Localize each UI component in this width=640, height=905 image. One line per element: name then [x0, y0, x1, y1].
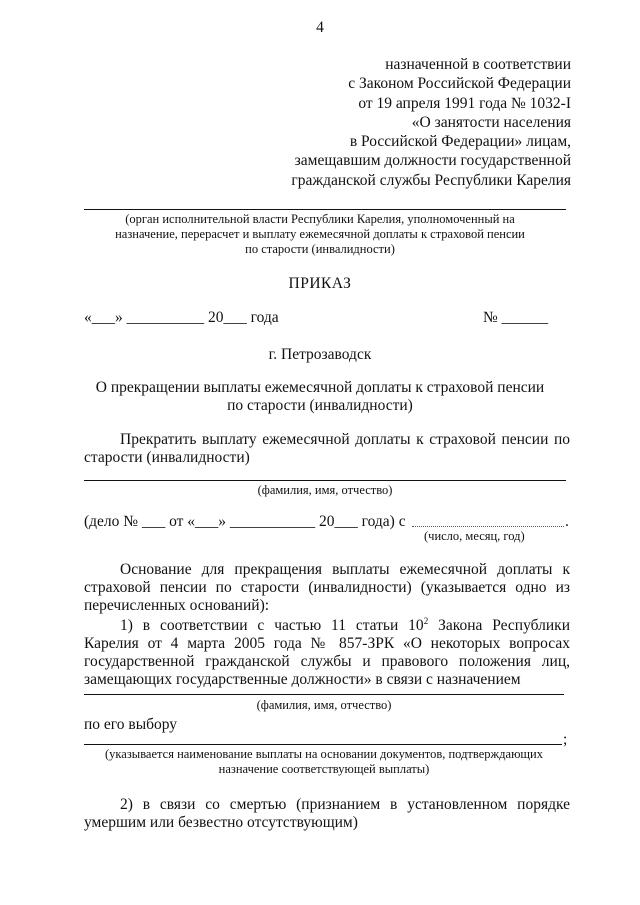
order-text: Прекратить выплату ежемесячной доплаты к страховой пенсии по старости (инвалидности) [84, 431, 570, 466]
number-line: № ______ [483, 309, 549, 326]
header-line: замещавшим должности государственной [294, 152, 571, 170]
order-subject: О прекращении выплаты ежемесячной доплаты к страховой пенсии по старости (инвалидности) [95, 379, 545, 414]
payment-caption: (указывается наименование выплаты на основании документов, подтверждающих назначение соответствующей выплаты) [105, 747, 543, 776]
fio-caption: (фамилия, имя, отчество) [257, 483, 393, 497]
by-choice-text: по его выбору [84, 716, 178, 733]
basis-text: Основание для прекращения выплаты ежемесячной доплаты к страховой пенсии по старости (инвалидности) (указывается одно из перечисленных оснований): [84, 561, 570, 614]
date-underline [412, 526, 564, 527]
authority-caption: (орган исполнительной власти Республики Карелия, уполномоченный на назначение, перерасчет и выплату ежемесячной доплаты к страховой пенсии по старости (инвалидности) [115, 212, 525, 256]
city: г. Петрозаводск [268, 346, 372, 363]
document-title: ПРИКАЗ [288, 275, 352, 292]
semicolon: ; [563, 731, 568, 748]
header-line: от 19 апреля 1991 года № 1032-I [358, 94, 571, 112]
basis-item-2: 2) в связи со смертью (признанием в установленном порядке умершим или безвестно отсутствующим) [84, 796, 570, 831]
date-caption: (число, месяц, год) [424, 529, 525, 543]
page-number: 4 [316, 19, 324, 36]
fio-underline [84, 480, 566, 481]
header-line: в Российской Федерации» лицам, [349, 133, 571, 151]
authority-underline [84, 209, 566, 210]
header-line: «О занятости населения [411, 113, 571, 131]
basis-item-1: 1) в соответствии с частью 11 статьи $10^2$ Закона Республики Карелия от 4 марта 2005 года № 857-ЗРК «О некоторых вопросах государственной гражданской службы и правового положения лиц, замещающих государственные должности» в связи с назначением [84, 616, 571, 688]
date-line: «___» __________ 20___ года [84, 309, 279, 326]
payment-underline [84, 744, 562, 745]
fio-underline-2 [84, 694, 564, 695]
header-line: с Законом Российской Федерации [348, 75, 571, 93]
header-line: гражданской службы Республики Карелия [291, 171, 571, 189]
header-block [291, 55, 571, 190]
case-line: (дело № ___ от «___» ___________ 20___ года) с [84, 513, 406, 530]
fio-caption-2: (фамилия, имя, отчество) [256, 698, 392, 712]
header-line: назначенной в соответствии [385, 56, 571, 73]
case-line-end: . [565, 513, 569, 530]
